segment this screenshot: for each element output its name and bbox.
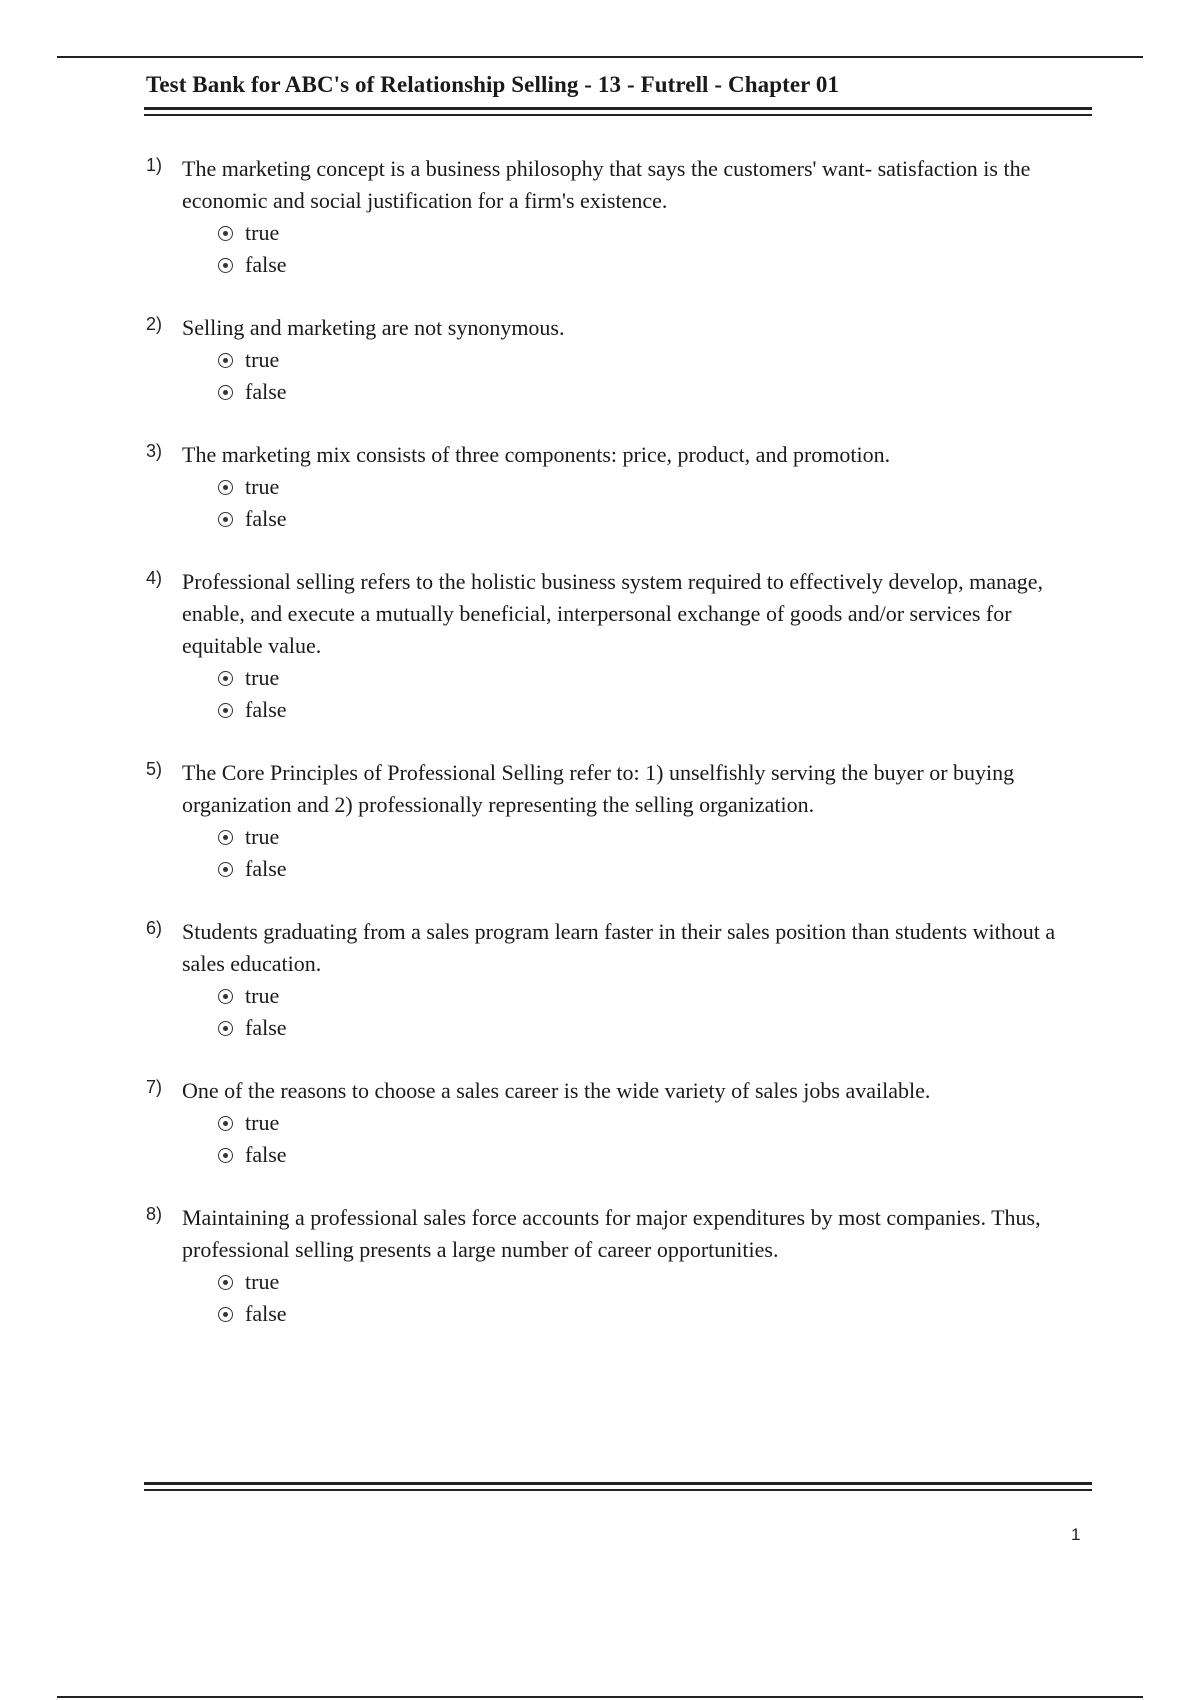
question-text: One of the reasons to choose a sales career is the wide variety of sales jobs available. — [182, 1078, 931, 1103]
question-text: The marketing mix consists of three components: price, product, and promotion. — [182, 442, 891, 467]
option-label: false — [245, 1301, 287, 1326]
answer-options — [218, 980, 1096, 1044]
question-number: 5) — [146, 759, 163, 779]
question-number: 7) — [146, 1077, 163, 1097]
radio-icon[interactable] — [218, 1275, 233, 1290]
question-number: 3) — [146, 441, 163, 461]
document-title: Test Bank for ABC's of Relationship Selling - 13 - Futrell - Chapter 01 — [146, 72, 840, 97]
question-item — [146, 1202, 1096, 1330]
question-number: 2) — [146, 314, 163, 334]
radio-icon[interactable] — [218, 1116, 233, 1131]
option-label: true — [245, 983, 280, 1008]
option-true[interactable] — [218, 821, 1096, 853]
option-true[interactable] — [218, 1266, 1096, 1298]
answer-options — [218, 1107, 1096, 1171]
radio-icon[interactable] — [218, 1307, 233, 1322]
option-label: true — [245, 1110, 280, 1135]
question-text: The marketing concept is a business philosophy that says the customers' want- satisfaction is the economic and social justification for a firm's existence. — [182, 156, 1031, 213]
option-false[interactable] — [218, 694, 1096, 726]
option-label: false — [245, 856, 287, 881]
option-label: true — [245, 347, 280, 372]
option-true[interactable] — [218, 980, 1096, 1012]
option-false[interactable] — [218, 1139, 1096, 1171]
option-label: false — [245, 379, 287, 404]
question-item — [146, 566, 1096, 726]
radio-icon[interactable] — [218, 480, 233, 495]
radio-icon[interactable] — [218, 226, 233, 241]
question-item — [146, 312, 1096, 408]
option-false[interactable] — [218, 376, 1096, 408]
option-label: false — [245, 697, 287, 722]
question-item — [146, 916, 1096, 1044]
header-double-rule — [144, 107, 1092, 110]
question-item — [146, 439, 1096, 535]
footer-double-rule — [144, 1482, 1092, 1485]
radio-icon[interactable] — [218, 353, 233, 368]
radio-icon[interactable] — [218, 671, 233, 686]
radio-icon[interactable] — [218, 1021, 233, 1036]
option-label: true — [245, 474, 280, 499]
option-label: true — [245, 665, 280, 690]
option-false[interactable] — [218, 853, 1096, 885]
option-label: false — [245, 1015, 287, 1040]
question-text: The Core Principles of Professional Selling refer to: 1) unselfishly serving the buyer or buying organization and 2) professionally representing the selling organization. — [182, 760, 1015, 817]
answer-options — [218, 1266, 1096, 1330]
option-label: false — [245, 252, 287, 277]
answer-options — [218, 471, 1096, 535]
question-number: 6) — [146, 918, 163, 938]
option-false[interactable] — [218, 249, 1096, 281]
radio-icon[interactable] — [218, 703, 233, 718]
option-false[interactable] — [218, 1012, 1096, 1044]
question-text: Professional selling refers to the holistic business system required to effectively develop, manage, enable, and execute a mutually beneficial, interpersonal exchange of goods and/or services for equitable value. — [182, 569, 1044, 658]
answer-options — [218, 217, 1096, 281]
radio-icon[interactable] — [218, 385, 233, 400]
radio-icon[interactable] — [218, 258, 233, 273]
option-label: false — [245, 1142, 287, 1167]
answer-options — [218, 821, 1096, 885]
bottom-border-line — [57, 1696, 1143, 1698]
radio-icon[interactable] — [218, 830, 233, 845]
question-item — [146, 757, 1096, 885]
top-border-line — [57, 56, 1143, 58]
option-false[interactable] — [218, 503, 1096, 535]
page-number: 1 — [1071, 1525, 1081, 1544]
radio-icon[interactable] — [218, 1148, 233, 1163]
question-item — [146, 153, 1096, 281]
option-true[interactable] — [218, 1107, 1096, 1139]
radio-icon[interactable] — [218, 862, 233, 877]
option-label: false — [245, 506, 287, 531]
option-true[interactable] — [218, 471, 1096, 503]
option-label: true — [245, 1269, 280, 1294]
question-text: Selling and marketing are not synonymous. — [182, 315, 565, 340]
question-number: 8) — [146, 1204, 163, 1224]
radio-icon[interactable] — [218, 989, 233, 1004]
question-list — [146, 153, 1096, 1361]
option-false[interactable] — [218, 1298, 1096, 1330]
question-text: Students graduating from a sales program learn faster in their sales position than students without a sales education. — [182, 919, 1056, 976]
option-label: true — [245, 220, 280, 245]
question-number: 4) — [146, 568, 163, 588]
option-true[interactable] — [218, 344, 1096, 376]
question-number: 1) — [146, 155, 163, 175]
question-text: Maintaining a professional sales force accounts for major expenditures by most companies. Thus, professional selling presents a large number of career opportunities. — [182, 1205, 1041, 1262]
option-label: true — [245, 824, 280, 849]
answer-options — [218, 662, 1096, 726]
answer-options — [218, 344, 1096, 408]
option-true[interactable] — [218, 662, 1096, 694]
option-true[interactable] — [218, 217, 1096, 249]
radio-icon[interactable] — [218, 512, 233, 527]
question-item — [146, 1075, 1096, 1171]
